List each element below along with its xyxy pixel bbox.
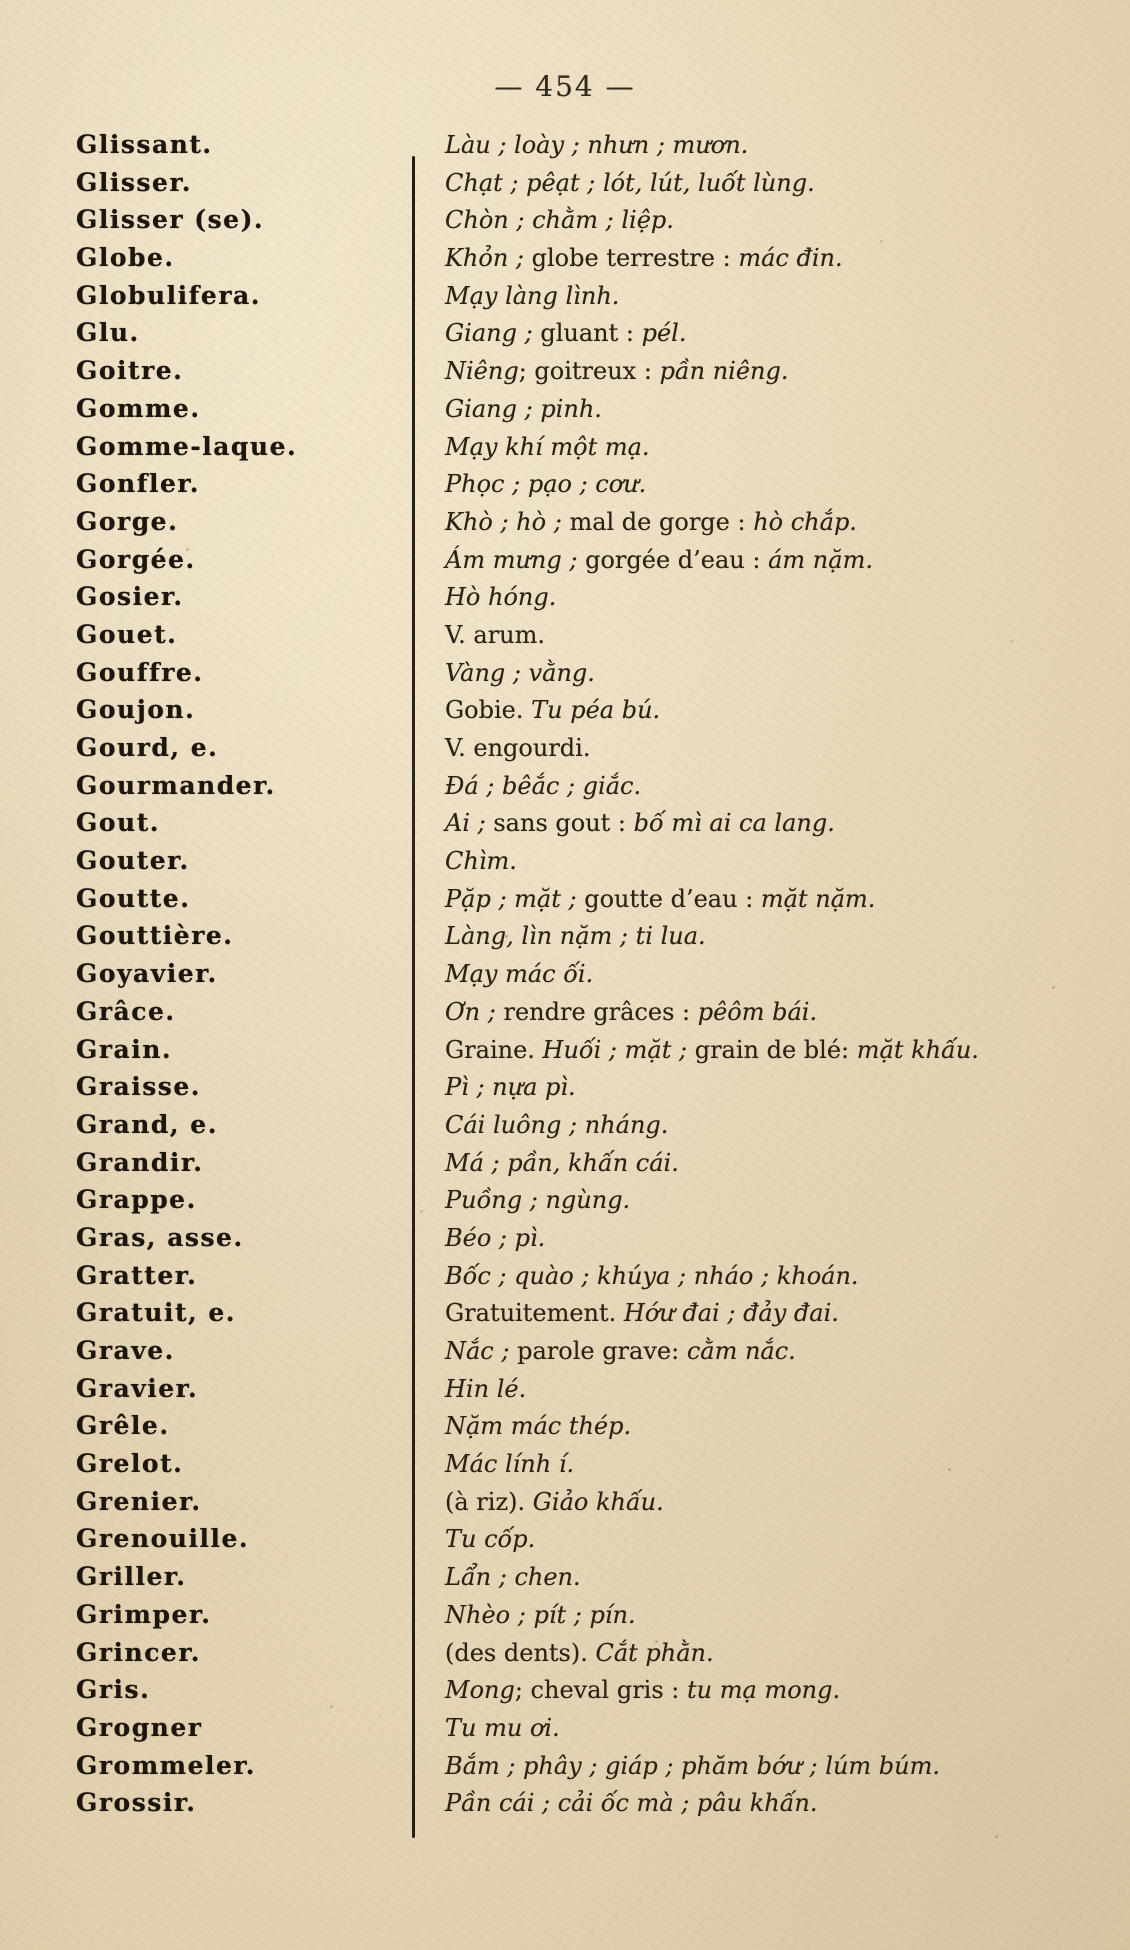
dictionary-table [0,128,1130,1824]
definition-segment-roman: sans gout : [493,809,634,838]
definition-segment-italic: Chìm. [445,847,517,876]
definition-segment-roman: rendre grâces : [503,997,698,1026]
headword: Gouet. [76,619,178,649]
definition-segment-roman: parole grave: [517,1337,687,1365]
dictionary-row [0,1598,1130,1636]
headword: Glu. [76,318,140,348]
definition-segment-italic: Nhèo ; pít ; pín. [445,1600,636,1629]
definition-segment-italic: Mác lính í. [445,1450,575,1479]
dictionary-row [0,1522,1130,1560]
definition [445,621,545,649]
definition-segment-roman: ; cheval gris : [514,1676,688,1705]
definition-segment-italic: Má ; pần, khấn cái. [445,1148,679,1177]
headword: Grossir. [76,1788,197,1818]
dictionary-row [0,618,1130,656]
dictionary-row [0,1183,1130,1221]
definition-segment-italic: Huối ; mặt ; [542,1035,695,1064]
headword: Gourd, e. [76,733,219,762]
definition-segment-italic: cằm nắc. [686,1337,796,1365]
definition-segment-roman: gluant : [540,319,642,348]
definition-segment-italic: Hò hóng. [445,583,557,612]
dictionary-row [0,316,1130,354]
definition [445,885,875,913]
dictionary-row [0,467,1130,505]
dictionary-row [0,1221,1130,1259]
headword: Grimper. [76,1599,212,1629]
dictionary-row [0,1259,1130,1297]
headword: Goitre. [76,356,184,386]
definition [445,960,593,988]
definition [445,1036,979,1064]
definition [445,772,641,800]
dictionary-row [0,543,1130,581]
definition [445,1375,526,1403]
definition [445,1676,840,1704]
headword: Grogner [76,1712,203,1742]
definition-segment-italic: bố mì ai ca lang. [633,809,835,838]
dictionary-row [0,241,1130,279]
headword: Grave. [76,1336,175,1365]
dictionary-row [0,1146,1130,1184]
definition-segment-roman: (des dents). [445,1638,596,1667]
definition-segment-italic: Nắc ; [445,1337,518,1365]
headword: Gouffre. [76,657,204,687]
definition-segment-italic: Mong [445,1676,515,1705]
definition-segment-roman: mal de gorge : [569,507,754,536]
definition-segment-italic: Giang ; [445,319,541,348]
definition-segment-italic: mác đin. [738,244,843,273]
headword: Grandir. [76,1147,204,1177]
dictionary-row [0,1296,1130,1334]
headword: Gout. [76,808,160,838]
definition-segment-italic: pần niêng. [659,357,789,386]
dictionary-row [0,1786,1130,1824]
definition-segment-italic: Vàng ; vằng. [445,658,595,687]
definition [445,1412,631,1440]
dictionary-row [0,1409,1130,1447]
headword: Grêle. [76,1411,170,1441]
dictionary-row [0,731,1130,769]
definition-segment-italic: hò chắp. [753,507,857,536]
dictionary-row [0,279,1130,317]
definition [445,583,556,611]
definition [445,1224,545,1252]
dictionary-row [0,1560,1130,1598]
headword: Goyavier. [76,959,218,989]
definition [445,1262,859,1290]
definition-segment-italic: Lẩn ; chen. [445,1563,581,1592]
definition-segment-italic: Nặm mác thép. [445,1412,632,1441]
definition [445,282,619,310]
definition [445,1639,714,1667]
definition [445,357,789,385]
definition [445,1601,636,1629]
dictionary-row [0,1108,1130,1146]
definition-segment-italic: Ai ; [445,809,494,838]
definition-segment-italic: Pì ; nựa pì. [445,1073,576,1102]
definition [445,131,748,159]
headword: Goutte. [76,883,191,913]
headword: Grincer. [76,1637,201,1667]
dictionary-row [0,354,1130,392]
definition-segment-roman: (à riz). [445,1487,533,1516]
headword: Gris. [76,1675,151,1705]
dictionary-row [0,1447,1130,1485]
definition-segment-italic: Hớư đai ; đảy đai. [623,1299,839,1328]
dictionary-row [0,166,1130,204]
definition-segment-italic: Tu cốp. [445,1525,536,1554]
definition [445,1337,796,1365]
dictionary-row [0,128,1130,166]
definition [445,1186,630,1214]
definition-segment-italic: Hin lé. [445,1374,527,1403]
definition [445,319,686,347]
definition [445,206,674,234]
dictionary-row [0,392,1130,430]
headword: Gonfler. [76,469,200,499]
headword: Goujon. [76,695,196,725]
definition [445,395,602,423]
definition-segment-italic: Giang ; pinh. [445,394,602,423]
definition-segment-roman: gorgée d’eau : [585,545,769,574]
definition [445,922,706,950]
headword: Glisser (se). [76,205,265,235]
headword: Gratter. [76,1260,198,1290]
headword: Grelot. [76,1449,184,1479]
definition [445,809,835,837]
definition-segment-italic: Pần cái ; cải ốc mà ; pâu khấn. [445,1789,818,1818]
definition-segment-roman: V. arum. [445,620,546,649]
definition-segment-italic: Phọc ; pạo ; cơư. [445,470,647,499]
definition [445,1111,668,1139]
definition-segment-italic: tu mạ mong. [687,1676,841,1705]
dictionary-row [0,1636,1130,1674]
headword: Grenouille. [76,1524,250,1554]
definition-segment-roman: ; goitreux : [518,357,660,386]
dictionary-row [0,1749,1130,1787]
definition [445,1752,940,1780]
headword: Gras, asse. [76,1222,244,1252]
dictionary-row [0,844,1130,882]
definition-segment-italic: Ám mưng ; [445,545,586,574]
definition-segment-italic: Cái luông ; nháng. [445,1110,669,1139]
definition [445,169,815,197]
dictionary-row [0,769,1130,807]
definition-segment-roman: goutte d’eau : [584,884,761,913]
headword: Gomme-laque. [76,431,298,461]
definition [445,1789,817,1817]
headword: Gorge. [76,506,179,536]
headword: Gouter. [76,846,190,876]
headword: Gratuit, e. [76,1298,237,1328]
definition [445,1450,574,1478]
definition-segment-italic: Pặp ; mặt ; [445,884,585,913]
dictionary-row [0,1372,1130,1410]
definition [445,470,646,498]
definition [445,433,650,461]
headword: Gouttière. [76,921,234,951]
definition [445,1073,576,1101]
definition-segment-italic: Ơn ; [445,997,504,1026]
dictionary-row [0,1070,1130,1108]
dictionary-row [0,919,1130,957]
definition-segment-roman: Graine. [445,1035,543,1064]
headword: Grommeler. [76,1750,256,1780]
definition-segment-italic: Giảo khấu. [532,1487,664,1516]
dictionary-row [0,505,1130,543]
dictionary-row [0,693,1130,731]
page-number: — 454 — [494,70,636,103]
dictionary-row [0,1334,1130,1372]
definition-segment-italic: Bốc ; quào ; khúya ; nháo ; khoán. [445,1261,859,1290]
definition [445,508,857,536]
definition [445,847,517,875]
dictionary-row [0,957,1130,995]
definition-segment-italic: mặt khấu. [856,1035,979,1064]
definition [445,1149,679,1177]
definition-segment-italic: Khò ; hò ; [445,507,570,536]
definition [445,244,843,272]
headword: Graisse. [76,1072,201,1102]
dictionary-row [0,580,1130,618]
headword: Gorgée. [76,544,196,574]
definition-segment-italic: Làu ; loày ; nhưn ; mươn. [445,131,749,159]
definition-segment-italic: Chạt ; pêạt ; lót, lút, luốt lùng. [445,168,815,197]
definition-segment-italic: Puồng ; ngùng. [445,1186,631,1215]
dictionary-row [0,1033,1130,1071]
headword: Gosier. [76,582,184,612]
definition [445,1563,581,1591]
definition [445,734,590,762]
definition-segment-roman: V. engourdi. [445,734,591,762]
definition-segment-italic: Cắt phằn. [595,1638,714,1667]
headword: Gravier. [76,1373,199,1403]
headword: Gourmander. [76,770,276,800]
definition-segment-italic: Mạy khí một mạ. [445,432,650,461]
dictionary-row [0,806,1130,844]
definition-segment-roman: Gobie. [445,696,532,725]
definition-segment-italic: Mạy mác ối. [445,960,594,989]
definition [445,1299,839,1327]
dictionary-row [0,1485,1130,1523]
dictionary-row [0,1711,1130,1749]
definition-segment-italic: Béo ; pì. [445,1223,546,1252]
dictionary-row [0,995,1130,1033]
definition-segment-italic: Mạy làng lình. [445,281,620,310]
headword: Griller. [76,1562,187,1592]
dictionary-row [0,203,1130,241]
definition-segment-italic: Bắm ; phây ; giáp ; phăm bớư ; lúm búm. [445,1751,940,1780]
definition-segment-italic: Khỏn ; [445,244,532,273]
definition [445,1488,664,1516]
definition-segment-italic: Chòn ; chằm ; liệp. [445,206,674,235]
definition-segment-italic: Niêng [445,357,519,386]
definition-segment-italic: Làng, lìn nặm ; ti lua. [445,922,706,951]
headword: Grappe. [76,1185,197,1215]
definition [445,998,817,1026]
definition-segment-roman: globe terrestre : [531,244,739,273]
definition-segment-italic: Đá ; bêắc ; giắc. [445,771,642,800]
dictionary-row [0,1673,1130,1711]
headword: Gomme. [76,393,201,423]
headword: Glissant. [76,130,213,159]
dictionary-row [0,656,1130,694]
definition-segment-italic: pêôm bái. [697,997,818,1026]
headword: Grain. [76,1034,173,1064]
headword: Grand, e. [76,1109,218,1139]
definition-segment-italic: pél. [641,319,687,348]
headword: Globe. [76,243,175,273]
definition-segment-italic: Tu mu ơi. [445,1713,560,1742]
definition [445,659,595,687]
headword: Grâce. [76,996,176,1026]
headword: Globulifera. [76,280,261,310]
definition [445,696,660,724]
definition-segment-italic: Tu péa bú. [531,696,661,725]
dictionary-row [0,430,1130,468]
definition [445,546,873,574]
definition-segment-roman: grain de blé: [694,1035,857,1064]
definition-segment-roman: Gratuitement. [445,1299,624,1328]
definition-segment-italic: ám nặm. [768,545,873,574]
definition [445,1714,560,1742]
dictionary-row [0,882,1130,920]
definition [445,1525,535,1553]
headword: Glisser. [76,167,192,197]
headword: Grenier. [76,1486,202,1516]
definition-segment-italic: mặt nặm. [760,884,876,913]
